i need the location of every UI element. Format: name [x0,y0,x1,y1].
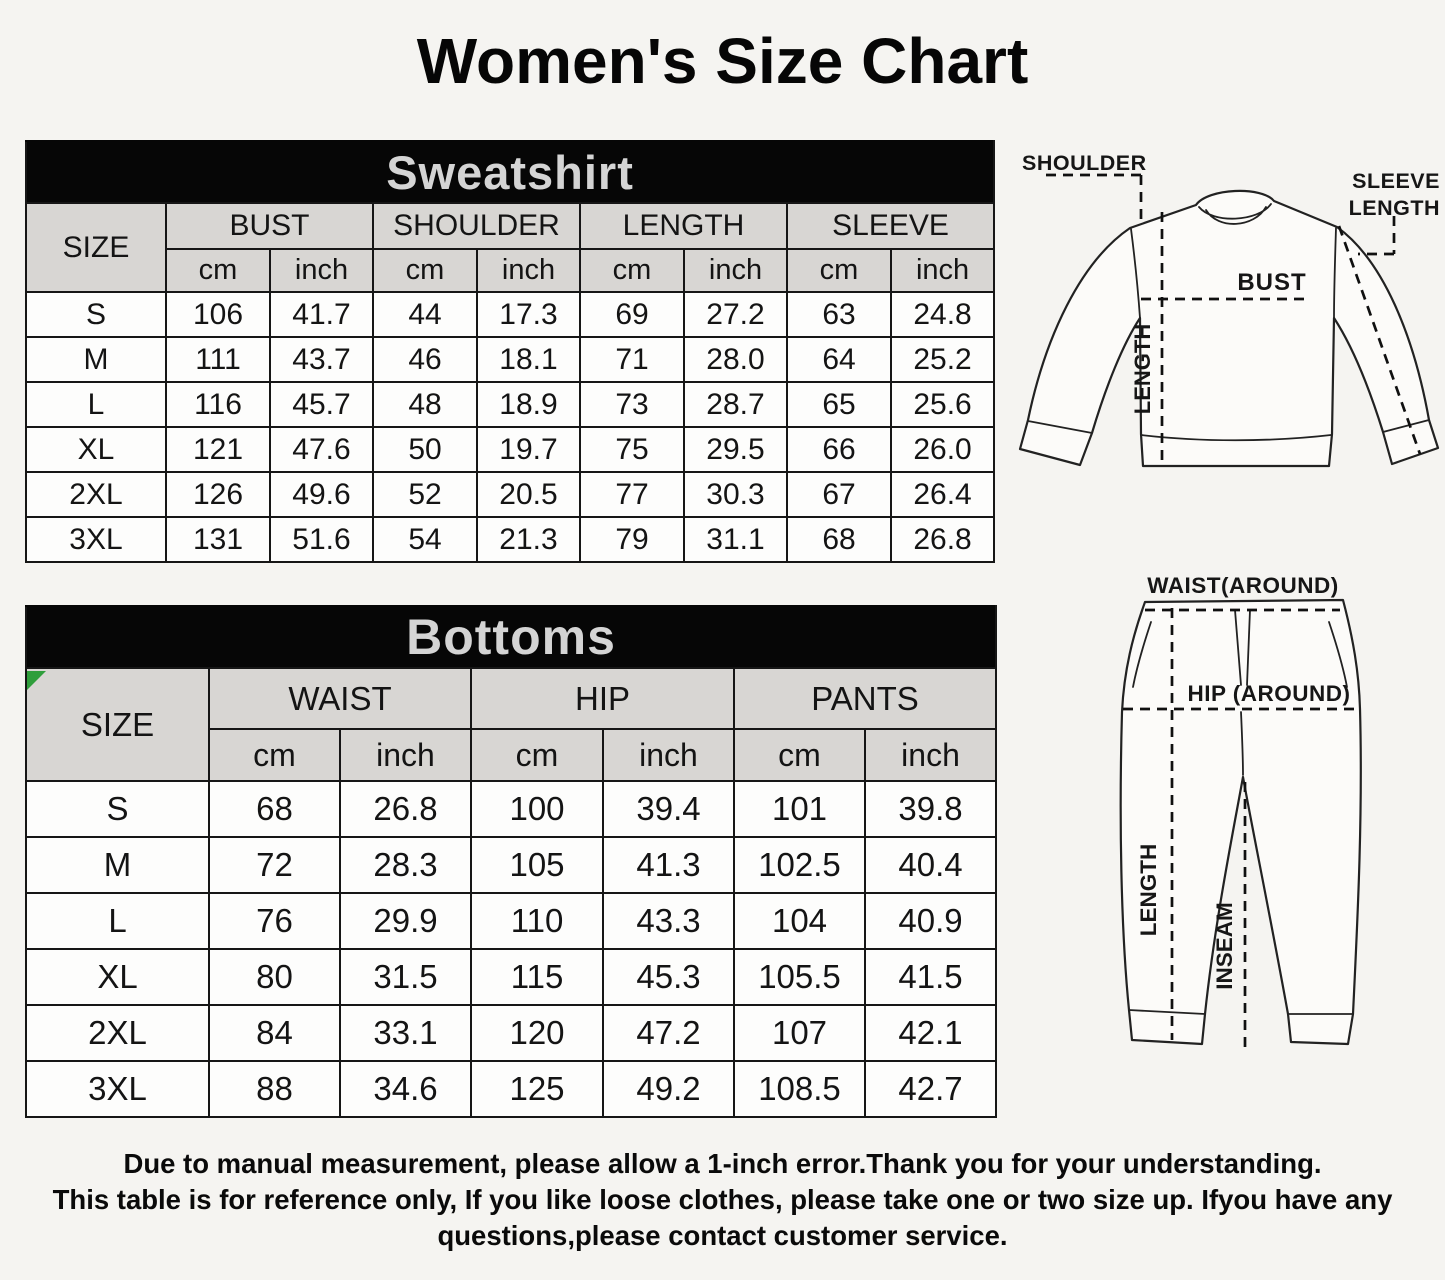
value-cell: 20.5 [477,472,580,517]
value-cell: 47.6 [270,427,373,472]
value-cell: 50 [373,427,477,472]
table-title: Bottoms [26,606,996,668]
size-cell: 3XL [26,1061,209,1117]
value-cell: 19.7 [477,427,580,472]
value-cell: 88 [209,1061,340,1117]
value-cell: 69 [580,292,684,337]
value-cell: 73 [580,382,684,427]
unit-header: cm [166,249,270,292]
value-cell: 29.5 [684,427,787,472]
pants-diagram [1093,560,1405,1148]
unit-header: inch [477,249,580,292]
value-cell: 54 [373,517,477,562]
footer-note [0,1146,1445,1254]
unit-header: cm [209,729,340,781]
value-cell: 68 [787,517,891,562]
group-header: BUST [166,203,373,249]
size-cell: S [26,781,209,837]
value-cell: 125 [471,1061,603,1117]
value-cell: 72 [209,837,340,893]
value-cell: 47.2 [603,1005,734,1061]
value-cell: 25.2 [891,337,994,382]
size-cell: 2XL [26,1005,209,1061]
value-cell: 65 [787,382,891,427]
table-row [26,1005,996,1061]
pants-outline-drawing [1121,600,1361,1044]
value-cell: 18.1 [477,337,580,382]
table-row [26,337,994,382]
hip-label: HIP (AROUND) [1187,681,1351,706]
value-cell: 131 [166,517,270,562]
table-title: Sweatshirt [26,141,994,203]
sweatshirt-diagram [1000,132,1445,537]
size-column-header: SIZE [26,668,209,781]
value-cell: 68 [209,781,340,837]
table-row [26,382,994,427]
value-cell: 26.8 [891,517,994,562]
table-row [26,472,994,517]
size-cell: 3XL [26,517,166,562]
length-label: LENGTH [1130,323,1155,415]
table-row [26,292,994,337]
unit-header: cm [471,729,603,781]
footer-line: This table is for reference only, If you like loose clothes, please take one or two size up. Ifyou have any [52,1184,1393,1215]
value-cell: 34.6 [340,1061,471,1117]
table-row [26,427,994,472]
value-cell: 76 [209,893,340,949]
table-row [26,949,996,1005]
page-title: Women's Size Chart [416,25,1029,97]
value-cell: 17.3 [477,292,580,337]
value-cell: 79 [580,517,684,562]
group-header: LENGTH [580,203,787,249]
unit-header: inch [865,729,996,781]
shoulder-label: SHOULDER [1022,151,1147,175]
value-cell: 43.3 [603,893,734,949]
value-cell: 21.3 [477,517,580,562]
value-cell: 30.3 [684,472,787,517]
value-cell: 33.1 [340,1005,471,1061]
group-header: PANTS [734,668,996,729]
value-cell: 80 [209,949,340,1005]
value-cell: 28.7 [684,382,787,427]
value-cell: 106 [166,292,270,337]
value-cell: 126 [166,472,270,517]
value-cell: 29.9 [340,893,471,949]
sweatshirt-table [25,140,995,563]
value-cell: 26.4 [891,472,994,517]
size-cell: XL [26,427,166,472]
footer-line: questions,please contact customer service. [437,1220,1008,1251]
sleeve-length-label: SLEEVE [1352,169,1440,193]
waist-label: WAIST(AROUND) [1147,573,1339,598]
value-cell: 77 [580,472,684,517]
unit-header: cm [787,249,891,292]
value-cell: 64 [787,337,891,382]
value-cell: 84 [209,1005,340,1061]
value-cell: 105.5 [734,949,865,1005]
value-cell: 63 [787,292,891,337]
value-cell: 116 [166,382,270,427]
value-cell: 110 [471,893,603,949]
value-cell: 25.6 [891,382,994,427]
group-header: SLEEVE [787,203,994,249]
value-cell: 28.0 [684,337,787,382]
value-cell: 71 [580,337,684,382]
corner-marker-icon [27,671,46,690]
value-cell: 31.5 [340,949,471,1005]
value-cell: 49.2 [603,1061,734,1117]
value-cell: 104 [734,893,865,949]
value-cell: 28.3 [340,837,471,893]
value-cell: 39.4 [603,781,734,837]
value-cell: 66 [787,427,891,472]
group-header: SHOULDER [373,203,580,249]
size-cell: 2XL [26,472,166,517]
unit-header: inch [891,249,994,292]
value-cell: 105 [471,837,603,893]
value-cell: 44 [373,292,477,337]
value-cell: 24.8 [891,292,994,337]
value-cell: 49.6 [270,472,373,517]
bust-label: BUST [1237,269,1307,296]
value-cell: 31.1 [684,517,787,562]
unit-header: inch [684,249,787,292]
value-cell: 41.7 [270,292,373,337]
value-cell: 111 [166,337,270,382]
unit-header: inch [603,729,734,781]
value-cell: 75 [580,427,684,472]
length-label: LENGTH [1136,843,1161,937]
value-cell: 41.3 [603,837,734,893]
table-row [26,837,996,893]
value-cell: 108.5 [734,1061,865,1117]
value-cell: 40.4 [865,837,996,893]
value-cell: 48 [373,382,477,427]
unit-header: cm [734,729,865,781]
unit-header: cm [580,249,684,292]
value-cell: 52 [373,472,477,517]
size-cell: S [26,292,166,337]
value-cell: 102.5 [734,837,865,893]
value-cell: 120 [471,1005,603,1061]
table-row [26,517,994,562]
size-column-header: SIZE [26,203,166,292]
size-cell: XL [26,949,209,1005]
value-cell: 100 [471,781,603,837]
unit-header: inch [270,249,373,292]
table-row [26,893,996,949]
inseam-label: INSEAM [1212,902,1237,990]
value-cell: 39.8 [865,781,996,837]
value-cell: 46 [373,337,477,382]
footer-line: Due to manual measurement, please allow a 1-inch error.Thank you for your understanding. [123,1148,1322,1179]
bottoms-table [25,605,997,1118]
value-cell: 40.9 [865,893,996,949]
table-row [26,1061,996,1117]
value-cell: 26.0 [891,427,994,472]
size-cell: M [26,337,166,382]
value-cell: 51.6 [270,517,373,562]
value-cell: 26.8 [340,781,471,837]
size-cell: L [26,893,209,949]
size-cell: L [26,382,166,427]
size-cell: M [26,837,209,893]
value-cell: 42.1 [865,1005,996,1061]
value-cell: 43.7 [270,337,373,382]
value-cell: 45.7 [270,382,373,427]
value-cell: 67 [787,472,891,517]
value-cell: 45.3 [603,949,734,1005]
value-cell: 121 [166,427,270,472]
value-cell: 41.5 [865,949,996,1005]
value-cell: 115 [471,949,603,1005]
unit-header: cm [373,249,477,292]
table-row [26,781,996,837]
value-cell: 27.2 [684,292,787,337]
value-cell: 42.7 [865,1061,996,1117]
group-header: WAIST [209,668,471,729]
sleeve-length-label: LENGTH [1348,196,1440,220]
value-cell: 107 [734,1005,865,1061]
group-header: HIP [471,668,734,729]
value-cell: 101 [734,781,865,837]
value-cell: 18.9 [477,382,580,427]
unit-header: inch [340,729,471,781]
